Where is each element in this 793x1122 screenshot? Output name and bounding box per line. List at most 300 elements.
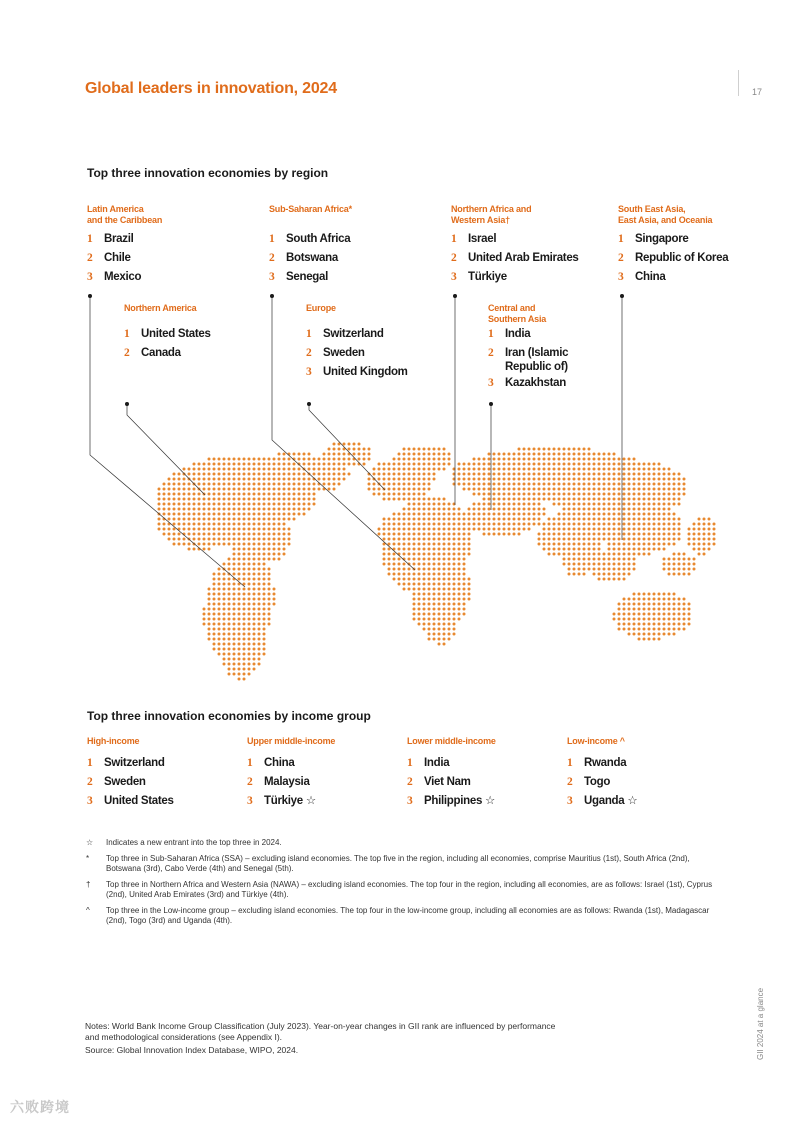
map-dot — [683, 568, 686, 571]
map-dot — [283, 553, 286, 556]
map-dot — [438, 523, 441, 526]
map-dot — [438, 518, 441, 521]
map-dot — [633, 603, 636, 606]
map-dot — [223, 588, 226, 591]
map-dot — [303, 508, 306, 511]
map-dot — [383, 468, 386, 471]
map-dot — [443, 508, 446, 511]
map-dot — [438, 578, 441, 581]
map-dot — [203, 523, 206, 526]
map-dot — [163, 528, 166, 531]
map-dot — [653, 543, 656, 546]
map-dot — [233, 493, 236, 496]
map-dot — [243, 573, 246, 576]
map-dot — [503, 483, 506, 486]
map-dot — [683, 558, 686, 561]
map-dot — [608, 533, 611, 536]
map-dot — [273, 588, 276, 591]
map-dot — [418, 528, 421, 531]
region-head: South East Asia, East Asia, and Oceania — [618, 204, 713, 225]
map-dot — [248, 483, 251, 486]
map-dot — [388, 558, 391, 561]
map-dot — [433, 528, 436, 531]
rank-number: 1 — [306, 328, 312, 340]
map-dot — [623, 498, 626, 501]
map-dot — [713, 528, 716, 531]
map-dot — [618, 483, 621, 486]
map-dot — [588, 543, 591, 546]
map-dot — [458, 573, 461, 576]
map-dot — [538, 518, 541, 521]
map-dot — [263, 458, 266, 461]
map-dot — [513, 493, 516, 496]
map-dot — [618, 488, 621, 491]
map-dot — [443, 568, 446, 571]
map-dot — [573, 558, 576, 561]
map-dot — [293, 483, 296, 486]
map-dot — [608, 568, 611, 571]
map-dot — [213, 608, 216, 611]
map-dot — [453, 528, 456, 531]
map-dot — [158, 523, 161, 526]
map-dot — [203, 478, 206, 481]
map-dot — [228, 538, 231, 541]
map-dot — [268, 573, 271, 576]
map-dot — [403, 523, 406, 526]
map-dot — [413, 503, 416, 506]
map-dot — [258, 648, 261, 651]
map-dot — [218, 508, 221, 511]
map-dot — [208, 598, 211, 601]
map-dot — [443, 528, 446, 531]
map-dot — [508, 478, 511, 481]
map-dot — [183, 518, 186, 521]
map-dot — [233, 468, 236, 471]
map-dot — [688, 543, 691, 546]
map-dot — [633, 563, 636, 566]
map-dot — [428, 638, 431, 641]
map-dot — [553, 478, 556, 481]
map-dot — [223, 508, 226, 511]
map-dot — [658, 618, 661, 621]
rank-number: 3 — [306, 366, 312, 378]
map-dot — [243, 528, 246, 531]
map-dot — [193, 468, 196, 471]
map-dot — [183, 478, 186, 481]
map-dot — [223, 498, 226, 501]
map-dot — [448, 553, 451, 556]
map-dot — [253, 643, 256, 646]
map-dot — [248, 668, 251, 671]
map-dot — [428, 523, 431, 526]
rank-number: 1 — [87, 757, 93, 769]
map-dot — [283, 513, 286, 516]
map-dot — [643, 518, 646, 521]
map-dot — [508, 503, 511, 506]
map-dot — [513, 483, 516, 486]
map-dot — [253, 573, 256, 576]
map-dot — [573, 488, 576, 491]
map-dot — [198, 463, 201, 466]
map-dot — [693, 528, 696, 531]
map-dot — [588, 528, 591, 531]
map-dot — [453, 553, 456, 556]
map-dot — [548, 473, 551, 476]
map-dot — [603, 508, 606, 511]
map-dot — [443, 593, 446, 596]
map-dot — [653, 473, 656, 476]
economy-name: Rwanda — [584, 757, 627, 769]
map-dot — [673, 513, 676, 516]
map-dot — [203, 498, 206, 501]
map-dot — [308, 458, 311, 461]
map-dot — [603, 498, 606, 501]
map-dot — [418, 603, 421, 606]
map-dot — [243, 663, 246, 666]
map-dot — [343, 478, 346, 481]
map-dot — [443, 618, 446, 621]
map-dot — [688, 558, 691, 561]
map-dot — [408, 448, 411, 451]
map-dot — [343, 463, 346, 466]
map-dot — [648, 478, 651, 481]
map-dot — [273, 548, 276, 551]
map-dot — [243, 613, 246, 616]
map-dot — [298, 513, 301, 516]
map-dot — [253, 578, 256, 581]
map-dot — [708, 528, 711, 531]
map-dot — [198, 523, 201, 526]
map-dot — [613, 563, 616, 566]
map-dot — [233, 518, 236, 521]
map-dot — [553, 463, 556, 466]
map-dot — [588, 488, 591, 491]
map-dot — [268, 498, 271, 501]
map-dot — [208, 603, 211, 606]
map-dot — [288, 533, 291, 536]
map-dot — [448, 633, 451, 636]
map-dot — [268, 588, 271, 591]
map-dot — [458, 548, 461, 551]
map-dot — [228, 458, 231, 461]
map-dot — [238, 588, 241, 591]
map-dot — [393, 538, 396, 541]
footnote — [86, 838, 716, 849]
map-dot — [408, 523, 411, 526]
map-dot — [303, 468, 306, 471]
map-dot — [433, 608, 436, 611]
map-dot — [643, 468, 646, 471]
map-dot — [418, 503, 421, 506]
map-dot — [458, 588, 461, 591]
map-dot — [598, 508, 601, 511]
map-dot — [243, 468, 246, 471]
map-dot — [203, 483, 206, 486]
map-dot — [238, 663, 241, 666]
map-dot — [658, 628, 661, 631]
map-dot — [418, 488, 421, 491]
map-dot — [348, 473, 351, 476]
map-dot — [618, 508, 621, 511]
map-dot — [253, 538, 256, 541]
map-dot — [288, 473, 291, 476]
map-dot — [648, 498, 651, 501]
map-dot — [218, 643, 221, 646]
map-dot — [538, 543, 541, 546]
map-dot — [433, 473, 436, 476]
map-dot — [603, 563, 606, 566]
map-dot — [408, 488, 411, 491]
map-dot — [608, 498, 611, 501]
map-dot — [238, 628, 241, 631]
map-dot — [263, 628, 266, 631]
map-dot — [408, 508, 411, 511]
map-dot — [398, 563, 401, 566]
map-dot — [448, 508, 451, 511]
map-dot — [423, 503, 426, 506]
map-dot — [503, 498, 506, 501]
map-dot — [663, 533, 666, 536]
map-dot — [578, 563, 581, 566]
region-europe — [306, 303, 408, 382]
map-dot — [423, 488, 426, 491]
map-dot — [328, 478, 331, 481]
map-dot — [243, 623, 246, 626]
map-dot — [543, 468, 546, 471]
map-dot — [258, 528, 261, 531]
rank-number: 2 — [247, 776, 253, 788]
map-dot — [578, 538, 581, 541]
map-dot — [423, 528, 426, 531]
map-dot — [243, 553, 246, 556]
map-dot — [213, 508, 216, 511]
map-dot — [563, 548, 566, 551]
map-dot — [473, 483, 476, 486]
map-dot — [523, 528, 526, 531]
list-item — [488, 325, 568, 344]
map-dot — [628, 608, 631, 611]
map-dot — [623, 558, 626, 561]
map-dot — [408, 473, 411, 476]
map-dot — [423, 473, 426, 476]
map-dot — [528, 468, 531, 471]
map-dot — [663, 528, 666, 531]
map-dot — [213, 588, 216, 591]
map-dot — [678, 538, 681, 541]
map-dot — [593, 513, 596, 516]
map-dot — [673, 613, 676, 616]
map-dot — [433, 468, 436, 471]
rank-number: 3 — [87, 271, 93, 283]
map-dot — [183, 488, 186, 491]
map-dot — [643, 463, 646, 466]
map-dot — [638, 608, 641, 611]
map-dot — [388, 548, 391, 551]
map-dot — [223, 543, 226, 546]
map-dot — [528, 528, 531, 531]
map-dot — [463, 578, 466, 581]
map-dot — [258, 558, 261, 561]
map-dot — [583, 558, 586, 561]
map-dot — [593, 458, 596, 461]
map-dot — [583, 458, 586, 461]
map-dot — [613, 468, 616, 471]
map-dot — [623, 628, 626, 631]
map-dot — [268, 543, 271, 546]
map-dot — [403, 453, 406, 456]
map-dot — [403, 473, 406, 476]
map-dot — [453, 633, 456, 636]
list-item — [451, 249, 579, 268]
map-dot — [398, 558, 401, 561]
map-dot — [493, 503, 496, 506]
map-dot — [468, 543, 471, 546]
map-dot — [423, 613, 426, 616]
rank-number: 2 — [567, 776, 573, 788]
map-dot — [463, 533, 466, 536]
map-dot — [238, 563, 241, 566]
map-dot — [628, 533, 631, 536]
map-dot — [253, 568, 256, 571]
map-dot — [643, 538, 646, 541]
map-dot — [228, 658, 231, 661]
map-dot — [538, 468, 541, 471]
map-dot — [583, 483, 586, 486]
map-dot — [443, 463, 446, 466]
map-dot — [333, 448, 336, 451]
map-dot — [238, 478, 241, 481]
map-dot — [248, 663, 251, 666]
map-dot — [668, 563, 671, 566]
map-dot — [623, 538, 626, 541]
map-dot — [518, 518, 521, 521]
map-dot — [488, 473, 491, 476]
map-dot — [413, 473, 416, 476]
rank-list — [87, 230, 162, 287]
map-dot — [413, 603, 416, 606]
map-dot — [623, 518, 626, 521]
map-dot — [423, 493, 426, 496]
map-dot — [248, 583, 251, 586]
map-dot — [338, 468, 341, 471]
map-dot — [223, 478, 226, 481]
map-dot — [258, 663, 261, 666]
map-dot — [648, 543, 651, 546]
map-dot — [648, 538, 651, 541]
map-dot — [428, 488, 431, 491]
map-dot — [223, 658, 226, 661]
map-dot — [578, 458, 581, 461]
map-dot — [228, 638, 231, 641]
map-dot — [163, 493, 166, 496]
map-dot — [648, 623, 651, 626]
map-dot — [233, 673, 236, 676]
map-dot — [168, 523, 171, 526]
map-dot — [433, 623, 436, 626]
map-dot — [483, 483, 486, 486]
map-dot — [518, 523, 521, 526]
map-dot — [618, 603, 621, 606]
map-dot — [603, 453, 606, 456]
map-dot — [678, 573, 681, 576]
map-dot — [283, 528, 286, 531]
source-notes — [85, 1021, 565, 1056]
map-dot — [498, 518, 501, 521]
map-dot — [218, 588, 221, 591]
map-dot — [618, 563, 621, 566]
map-dot — [323, 463, 326, 466]
map-dot — [513, 458, 516, 461]
map-dot — [638, 543, 641, 546]
map-dot — [218, 653, 221, 656]
map-dot — [173, 498, 176, 501]
map-dot — [483, 463, 486, 466]
map-dot — [593, 543, 596, 546]
map-dot — [463, 523, 466, 526]
map-dot — [223, 638, 226, 641]
map-dot — [158, 508, 161, 511]
map-dot — [403, 493, 406, 496]
map-dot — [623, 553, 626, 556]
map-dot — [698, 528, 701, 531]
map-dot — [288, 503, 291, 506]
map-dot — [663, 613, 666, 616]
map-dot — [443, 563, 446, 566]
map-dot — [503, 453, 506, 456]
region-northern-africa-western-asia — [451, 204, 579, 287]
map-dot — [458, 513, 461, 516]
map-dot — [578, 448, 581, 451]
map-dot — [603, 528, 606, 531]
map-dot — [218, 598, 221, 601]
map-dot — [173, 488, 176, 491]
map-dot — [448, 533, 451, 536]
map-dot — [223, 598, 226, 601]
new-entrant-star-icon: ☆ — [305, 795, 316, 807]
map-dot — [253, 518, 256, 521]
map-dot — [173, 483, 176, 486]
map-dot — [213, 498, 216, 501]
map-dot — [598, 493, 601, 496]
map-dot — [278, 538, 281, 541]
map-dot — [568, 568, 571, 571]
map-dot — [168, 498, 171, 501]
map-dot — [518, 468, 521, 471]
map-dot — [218, 518, 221, 521]
map-dot — [678, 618, 681, 621]
map-dot — [263, 468, 266, 471]
map-dot — [468, 583, 471, 586]
map-dot — [208, 588, 211, 591]
map-dot — [258, 608, 261, 611]
map-dot — [238, 673, 241, 676]
map-dot — [563, 533, 566, 536]
map-dot — [488, 498, 491, 501]
map-dot — [273, 463, 276, 466]
map-dot — [558, 448, 561, 451]
map-dot — [183, 493, 186, 496]
map-dot — [243, 643, 246, 646]
map-dot — [223, 578, 226, 581]
map-dot — [248, 628, 251, 631]
map-dot — [663, 623, 666, 626]
rank-list — [407, 754, 496, 811]
map-dot — [453, 583, 456, 586]
map-dot — [668, 618, 671, 621]
rank-number: 1 — [87, 233, 93, 245]
rank-number: 3 — [451, 271, 457, 283]
map-dot — [358, 453, 361, 456]
